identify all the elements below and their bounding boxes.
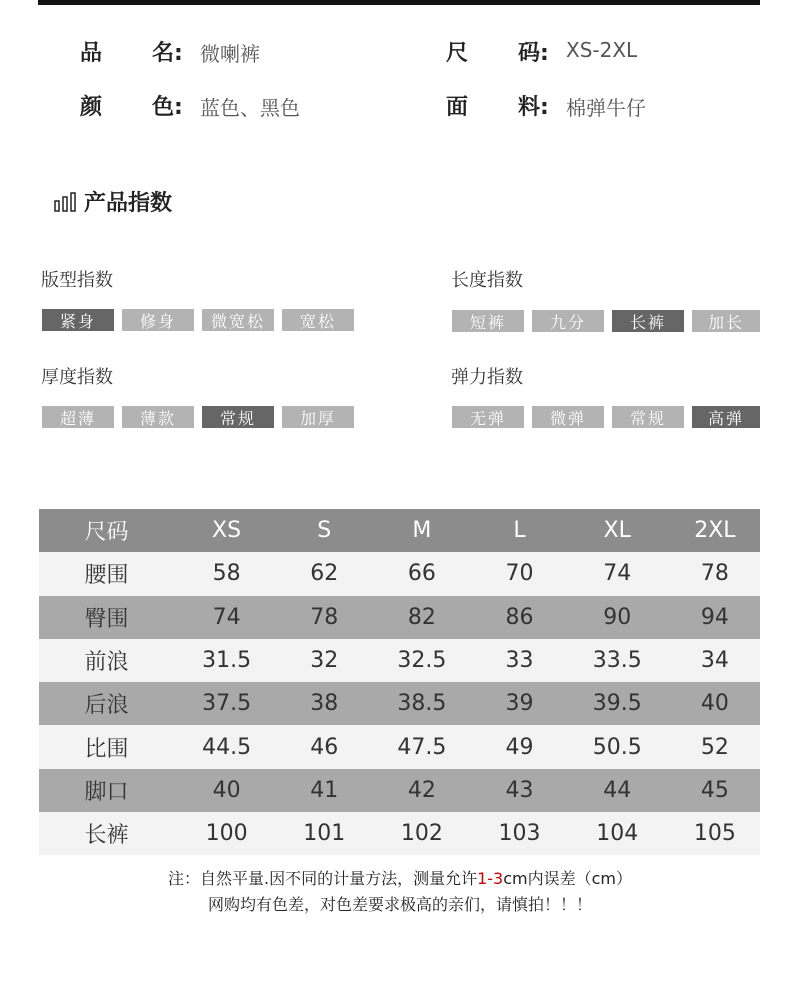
table-cell: 32 xyxy=(279,639,369,682)
size-table xyxy=(39,509,760,855)
table-cell: 44.5 xyxy=(174,725,279,768)
thickness-option: 超薄 xyxy=(42,406,114,428)
length-option: 九分 xyxy=(532,310,604,332)
table-cell: 74 xyxy=(565,552,670,595)
fit-index-options xyxy=(42,309,362,331)
stretch-option: 常规 xyxy=(612,406,684,428)
table-row xyxy=(39,812,760,855)
table-cell: 58 xyxy=(174,552,279,595)
table-cell: 47.5 xyxy=(369,725,474,768)
length-index-options xyxy=(452,310,760,332)
fit-option: 紧身 xyxy=(42,309,114,331)
table-cell: 101 xyxy=(279,812,369,855)
table-cell: 78 xyxy=(670,552,760,595)
table-row xyxy=(39,725,760,768)
table-cell: 33.5 xyxy=(565,639,670,682)
table-cell: 100 xyxy=(174,812,279,855)
table-cell: 105 xyxy=(670,812,760,855)
table-cell: 39 xyxy=(474,682,564,725)
fabric-value: 棉弹牛仔 xyxy=(566,96,646,120)
table-cell: 46 xyxy=(279,725,369,768)
table-cell: 74 xyxy=(174,596,279,639)
table-cell: 前浪 xyxy=(39,639,174,682)
table-cell: 86 xyxy=(474,596,564,639)
table-row xyxy=(39,596,760,639)
size-value: XS-2XL xyxy=(566,38,638,62)
table-cell: 82 xyxy=(369,596,474,639)
table-cell: 34 xyxy=(670,639,760,682)
table-cell: 52 xyxy=(670,725,760,768)
color-difference-note: 网购均有色差，对色差要求极高的亲们，请慎拍！！！ xyxy=(207,895,592,914)
length-option: 加长 xyxy=(692,310,760,332)
bar-chart-icon xyxy=(54,192,76,212)
table-cell: 后浪 xyxy=(39,682,174,725)
table-cell: 33 xyxy=(474,639,564,682)
table-cell: 40 xyxy=(670,682,760,725)
table-cell: 94 xyxy=(670,596,760,639)
stretch-option: 微弹 xyxy=(532,406,604,428)
indices-section-title xyxy=(54,186,172,217)
stretch-index-label: 弹力指数 xyxy=(451,367,523,388)
table-cell: 62 xyxy=(279,552,369,595)
table-row xyxy=(39,639,760,682)
table-cell: 45 xyxy=(670,769,760,812)
table-cell: 38 xyxy=(279,682,369,725)
fit-option: 微宽松 xyxy=(202,309,274,331)
table-cell: 103 xyxy=(474,812,564,855)
table-cell: 腰围 xyxy=(39,552,174,595)
measurement-note: 注：自然平量.因不同的计量方法，测量允许1-3cm内误差（cm） xyxy=(167,869,632,888)
table-cell: 78 xyxy=(279,596,369,639)
table-cell: 39.5 xyxy=(565,682,670,725)
table-cell: 32.5 xyxy=(369,639,474,682)
color-value: 蓝色、黑色 xyxy=(200,96,300,120)
stretch-option: 高弹 xyxy=(692,406,760,428)
table-cell: 40 xyxy=(174,769,279,812)
table-cell: 49 xyxy=(474,725,564,768)
table-cell: 脚口 xyxy=(39,769,174,812)
fit-option: 修身 xyxy=(122,309,194,331)
table-header-cell: L xyxy=(474,509,564,552)
length-index-label: 长度指数 xyxy=(451,270,523,291)
length-option: 短裤 xyxy=(452,310,524,332)
table-header-cell: M xyxy=(369,509,474,552)
table-header-row xyxy=(39,509,760,552)
table-cell: 90 xyxy=(565,596,670,639)
length-option: 长裤 xyxy=(612,310,684,332)
tolerance-highlight: 1-3 xyxy=(477,869,504,888)
table-cell: 臀围 xyxy=(39,596,174,639)
table-cell: 38.5 xyxy=(369,682,474,725)
table-header-cell: XS xyxy=(174,509,279,552)
fit-option: 宽松 xyxy=(282,309,354,331)
thickness-option: 薄款 xyxy=(122,406,194,428)
stretch-index-options xyxy=(452,406,760,428)
table-row xyxy=(39,682,760,725)
table-cell: 50.5 xyxy=(565,725,670,768)
indices-title: 产品指数 xyxy=(84,191,173,216)
table-cell: 66 xyxy=(369,552,474,595)
name-value: 微喇裤 xyxy=(200,42,260,66)
table-header-cell: XL xyxy=(565,509,670,552)
table-cell: 70 xyxy=(474,552,564,595)
table-cell: 104 xyxy=(565,812,670,855)
table-row xyxy=(39,552,760,595)
table-cell: 比围 xyxy=(39,725,174,768)
top-divider xyxy=(38,0,760,5)
table-cell: 37.5 xyxy=(174,682,279,725)
table-cell: 44 xyxy=(565,769,670,812)
table-cell: 31.5 xyxy=(174,639,279,682)
fit-index-label: 版型指数 xyxy=(41,270,113,291)
thickness-index-options xyxy=(42,406,362,428)
table-header-cell: 2XL xyxy=(670,509,760,552)
table-row xyxy=(39,769,760,812)
thickness-option: 加厚 xyxy=(282,406,354,428)
table-cell: 长裤 xyxy=(39,812,174,855)
table-cell: 43 xyxy=(474,769,564,812)
thickness-option: 常规 xyxy=(202,406,274,428)
stretch-option: 无弹 xyxy=(452,406,524,428)
thickness-index-label: 厚度指数 xyxy=(41,367,113,388)
table-cell: 102 xyxy=(369,812,474,855)
table-cell: 41 xyxy=(279,769,369,812)
table-header-cell: 尺码 xyxy=(39,509,174,552)
table-cell: 42 xyxy=(369,769,474,812)
table-header-cell: S xyxy=(279,509,369,552)
